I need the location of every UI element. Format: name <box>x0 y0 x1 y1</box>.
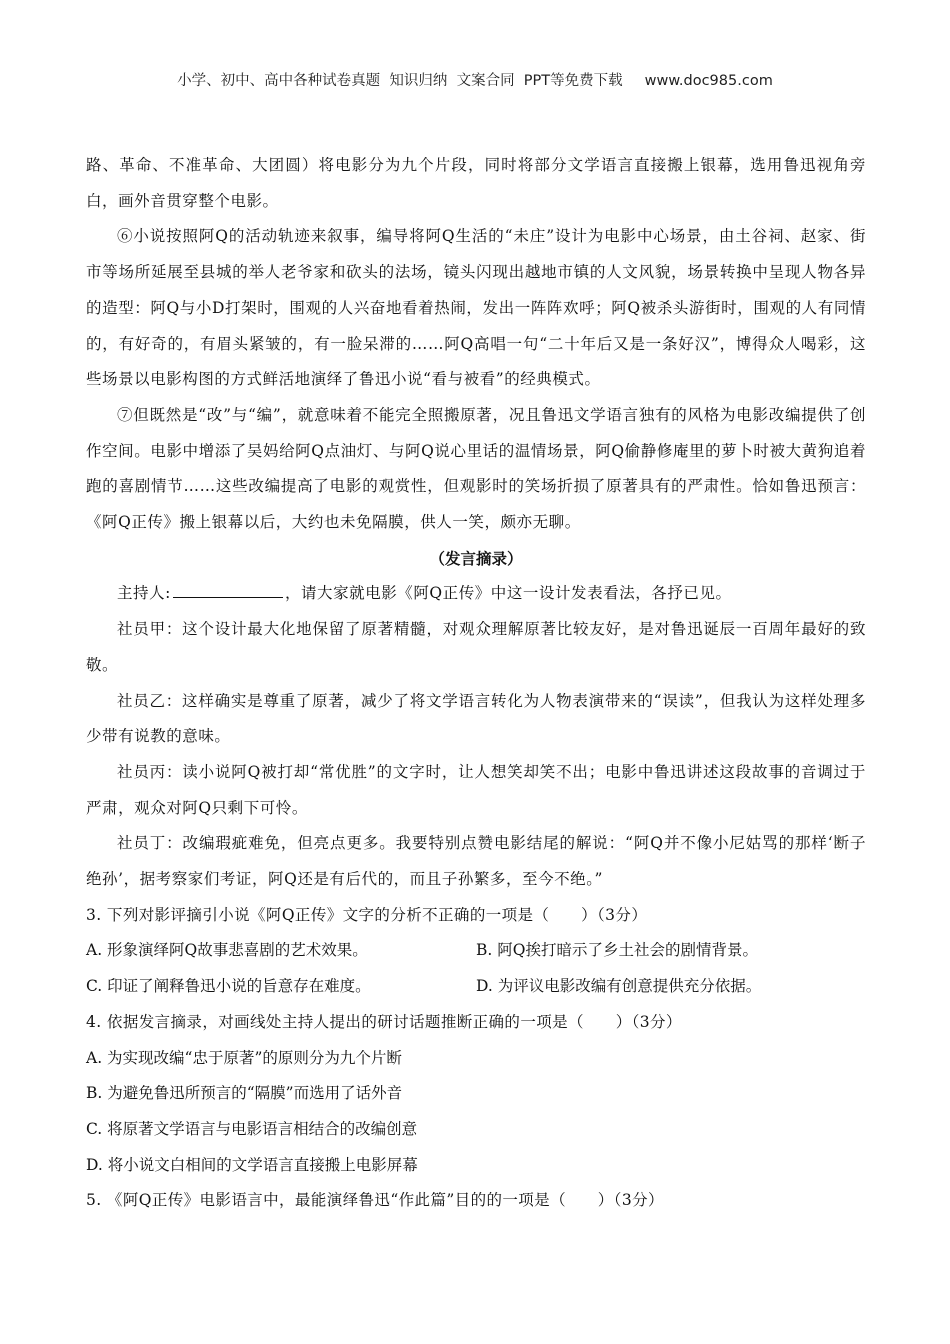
question-3-options-row-1 <box>86 933 866 969</box>
question-3-stem: 3. 下列对影评摘引小说《阿Q正传》文字的分析不正确的一项是（ ）（3分） <box>86 905 648 924</box>
answer-blank <box>173 583 283 598</box>
paragraph-6: ⑥小说按照阿Q的活动轨迹来叙事，编导将阿Q生活的“未庄”设计为电影中心场景，由土谷祠、赵家、街市等场所延展至县城的举人老爷家和砍头的法场，镜头闪现出越地市镇的人文风貌，场景转换中呈现人物各异的造型：阿Q与小D打架时，围观的人兴奋地看着热闹，发出一阵阵欢呼；阿Q被杀头游街时，围观的人有同情的，有好奇的，有眉头紧皱的，有一脸呆滞的……阿Q高唱一句“二十年后又是一条好汉”，博得众人喝彩，这些场景以电影构图的方式鲜活地演绎了鲁迅小说“看与被看”的经典模式。 <box>86 227 866 389</box>
page-header <box>0 69 950 90</box>
question-4-option-a: A. 为实现改编“忠于原著”的原则分为九个片断 <box>86 1048 402 1067</box>
host-prefix: 主持人: <box>117 584 171 603</box>
question-3-option-c: C. 印证了阐释鲁迅小说的旨意存在难度。 <box>86 977 371 996</box>
section-title: （发言摘录） <box>429 548 523 568</box>
speech-member-b: 社员乙：这样确实是尊重了原著，减少了将文学语言转化为人物表演带来的“误读”，但我认为这样处理多少带有说教的意味。 <box>86 691 866 746</box>
speech-member-d: 社员丁：改编瑕疵难免，但亮点更多。我要特别点赞电影结尾的解说：“阿Q并不像小尼姑骂的那样‘断子绝孙’，据考察家们考证，阿Q还是有后代的，而且子孙繁多，至今不绝。” <box>86 834 866 889</box>
question-3-option-a: A. 形象演绎阿Q故事悲喜剧的艺术效果。 <box>86 941 368 960</box>
speech-member-a: 社员甲：这个设计最大化地保留了原著精髓，对观众理解原著比较友好，是对鲁迅诞辰一百周年最好的致敬。 <box>86 620 866 674</box>
question-3-option-b: B. 阿Q挨打暗示了乡土社会的剧情背景。 <box>476 941 758 960</box>
question-4-option-d: D. 将小说文白相间的文学语言直接搬上电影屏幕 <box>86 1155 418 1174</box>
host-suffix: ，请大家就电影《阿Q正传》中这一设计发表看法，各抒已见。 <box>284 584 732 603</box>
paragraph-continued: 路、革命、不准革命、大团圆）将电影分为九个片段，同时将部分文学语言直接搬上银幕，选用鲁迅视角旁白，画外音贯穿整个电影。 <box>86 156 866 210</box>
paragraph-7: ⑦但既然是“改”与“编”，就意味着不能完全照搬原著，况且鲁迅文学语言独有的风格为电影改编提供了创作空间。电影中增添了吴妈给阿Q点油灯、与阿Q说心里话的温情场景，阿Q偷静修庵里的萝卜时被大黄狗追着跑的喜剧情节……这些改编提高了电影的观赏性，但观影时的笑场折损了原著具有的严肃性。恰如鲁迅预言：《阿Q正传》搬上银幕以后，大约也未免隔膜，供人一笑，颇亦无聊。 <box>86 405 866 532</box>
header-site-link[interactable]: www.doc985.com <box>644 73 773 89</box>
speech-member-c: 社员丙：读小说阿Q被打却“常优胜”的文字时，让人想笑却笑不出；电影中鲁迅讲述这段故事的音调过于严肃，观众对阿Q只剩下可怜。 <box>86 762 866 817</box>
question-3-option-d: D. 为评议电影改编有创意提供充分依据。 <box>476 977 762 996</box>
document-body <box>86 148 866 1219</box>
question-4-option-b: B. 为避免鲁迅所预言的“隔膜”而选用了话外音 <box>86 1084 403 1103</box>
question-4-stem: 4. 依据发言摘录，对画线处主持人提出的研讨话题推断正确的一项是（ ）（3分） <box>86 1012 682 1031</box>
question-3-options-row-2 <box>86 969 866 1005</box>
question-4-option-c: C. 将原著文学语言与电影语言相结合的改编创意 <box>86 1119 418 1138</box>
header-text: 小学、初中、高中各种试卷真题 知识归纳 文案合同 PPT等免费下载 <box>177 73 623 89</box>
question-5-stem: 5. 《阿Q正传》电影语言中，最能演绎鲁迅“作此篇”目的的一项是（ ）（3分） <box>86 1191 664 1210</box>
host-speech <box>86 576 866 612</box>
